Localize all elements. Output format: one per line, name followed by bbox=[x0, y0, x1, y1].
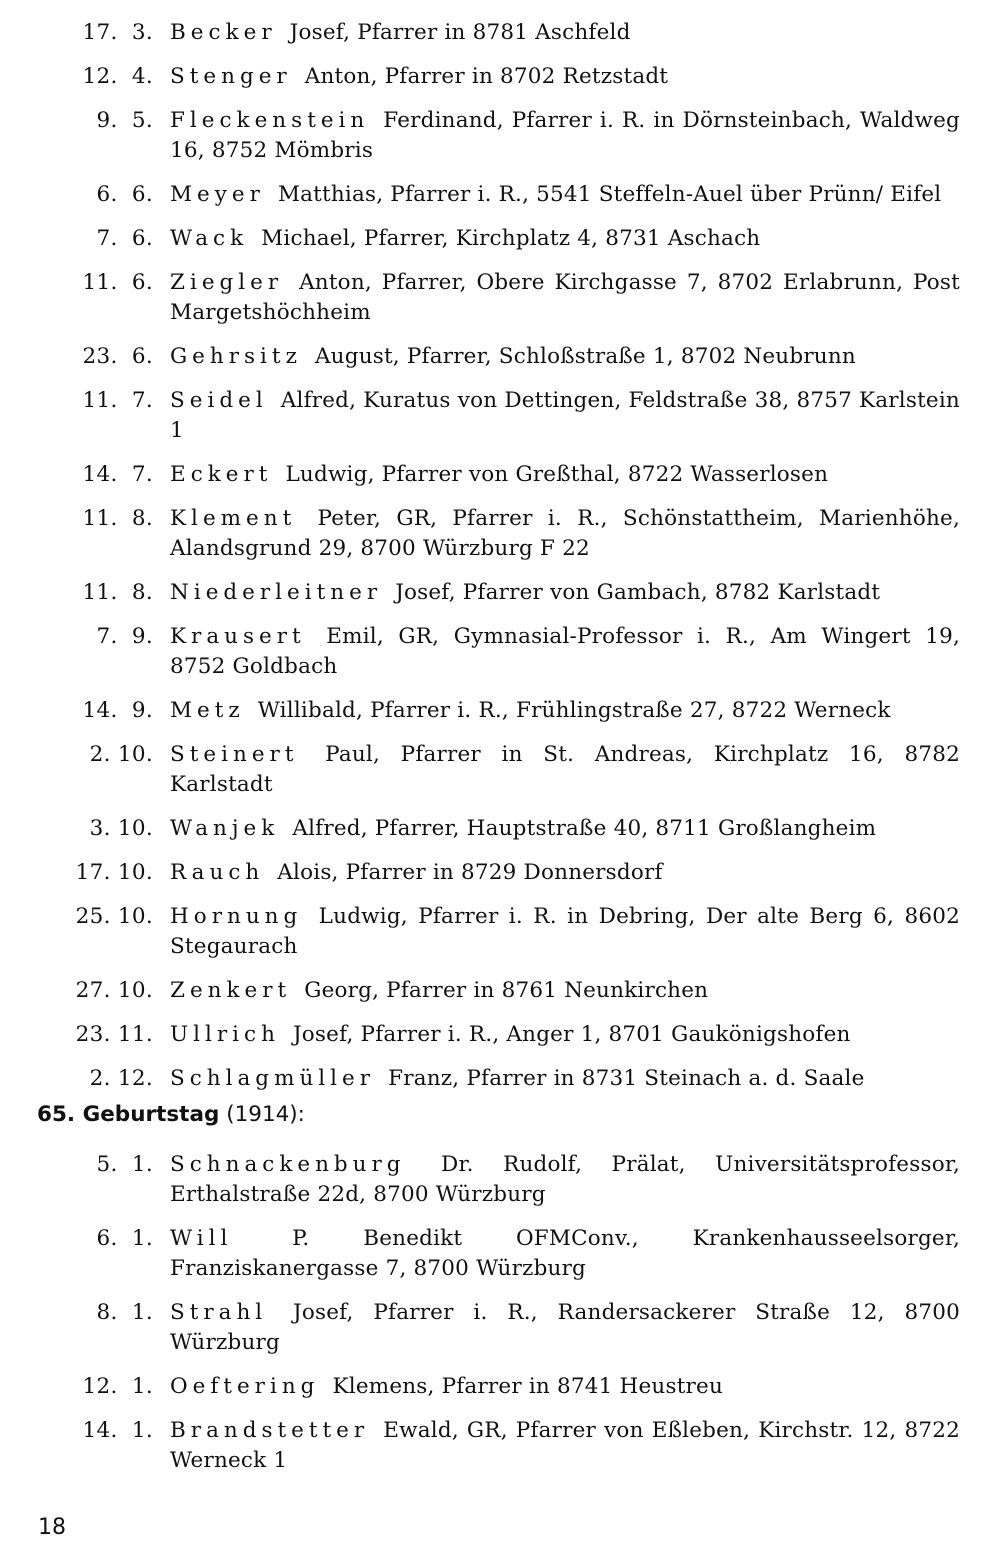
entry-date: 14. 7. bbox=[82, 462, 153, 487]
birthday-list-top bbox=[0, 18, 1000, 1108]
entry-details: P. Benedikt OFMConv., Krankenhausseelsorger, Franziskanergasse 7, 8700 Würzburg bbox=[170, 1226, 960, 1281]
entry-name: Gehrsitz bbox=[170, 344, 302, 369]
entry-name: Stenger bbox=[170, 64, 292, 89]
entry-date: 6. 6. bbox=[96, 182, 153, 207]
entry-text bbox=[170, 224, 960, 254]
entry-details: Josef, Pfarrer von Gambach, 8782 Karlstadt bbox=[395, 580, 881, 605]
entry-name: Brandstetter bbox=[170, 1418, 370, 1443]
entry-text bbox=[170, 622, 960, 682]
list-item bbox=[0, 504, 1000, 564]
entry-date: 12. 1. bbox=[82, 1374, 153, 1399]
list-item bbox=[0, 386, 1000, 446]
entry-name: Zenkert bbox=[170, 978, 292, 1003]
entry-date: 25. 10. bbox=[75, 904, 153, 929]
entry-date: 3. 10. bbox=[89, 816, 153, 841]
entry-name: Ullrich bbox=[170, 1022, 280, 1047]
entry-date: 7. 9. bbox=[96, 624, 153, 649]
entry-details: Josef, Pfarrer i. R., Randersackerer Straße 12, 8700 Würzburg bbox=[170, 1300, 960, 1355]
entry-name: Metz bbox=[170, 698, 245, 723]
entry-date: 27. 10. bbox=[75, 978, 153, 1003]
entry-date: 17. 10. bbox=[75, 860, 153, 885]
entry-text bbox=[170, 1372, 960, 1402]
entry-details: Paul, Pfarrer in St. Andreas, Kirchplatz 16, 8782 Karlstadt bbox=[170, 742, 961, 797]
entry-name: Klement bbox=[170, 506, 297, 531]
entry-date: 11. 7. bbox=[82, 388, 153, 413]
entry-details: Anton, Pfarrer in 8702 Retzstadt bbox=[304, 64, 669, 89]
entry-text bbox=[170, 1416, 960, 1476]
entry-date: 23. 6. bbox=[82, 344, 153, 369]
entry-name: Will bbox=[170, 1226, 233, 1251]
entry-name: Wack bbox=[170, 226, 249, 251]
entry-date: 17. 3. bbox=[82, 20, 153, 45]
entry-text bbox=[170, 62, 960, 92]
entry-text bbox=[170, 902, 960, 962]
list-item bbox=[0, 342, 1000, 372]
entry-details: Josef, Pfarrer in 8781 Aschfeld bbox=[289, 20, 631, 45]
entry-name: Ziegler bbox=[170, 270, 284, 295]
entry-text bbox=[170, 858, 960, 888]
entry-details: Alfred, Pfarrer, Hauptstraße 40, 8711 Großlangheim bbox=[292, 816, 877, 841]
entry-details: Michael, Pfarrer, Kirchplatz 4, 8731 Aschach bbox=[261, 226, 761, 251]
list-item bbox=[0, 696, 1000, 726]
entry-date: 8. 1. bbox=[96, 1300, 153, 1325]
list-item bbox=[0, 1064, 1000, 1094]
entry-details: Josef, Pfarrer i. R., Anger 1, 8701 Gaukönigshofen bbox=[292, 1022, 851, 1047]
entry-details: Willibald, Pfarrer i. R., Frühlingstraße 27, 8722 Werneck bbox=[257, 698, 891, 723]
entry-text bbox=[170, 1298, 960, 1358]
entry-date: 7. 6. bbox=[96, 226, 153, 251]
entry-details: Franz, Pfarrer in 8731 Steinach a. d. Saale bbox=[388, 1066, 865, 1091]
entry-details: Alfred, Kuratus von Dettingen, Feldstraße 38, 8757 Karlstein 1 bbox=[170, 388, 960, 443]
section-heading-bold: 65. Geburtstag bbox=[37, 1102, 220, 1127]
entry-text bbox=[170, 386, 960, 446]
entry-text bbox=[170, 1064, 960, 1094]
entry-name: Schnackenburg bbox=[170, 1152, 406, 1177]
section-heading bbox=[37, 1100, 305, 1130]
list-item bbox=[0, 268, 1000, 328]
entry-date: 14. 9. bbox=[82, 698, 153, 723]
entry-details: Ewald, GR, Pfarrer von Eßleben, Kirchstr. 12, 8722 Werneck 1 bbox=[170, 1418, 960, 1473]
entry-date: 11. 8. bbox=[82, 580, 153, 605]
list-item bbox=[0, 578, 1000, 608]
entry-name: Fleckenstein bbox=[170, 108, 370, 133]
list-item bbox=[0, 106, 1000, 166]
entry-date: 2. 12. bbox=[89, 1066, 153, 1091]
entry-name: Niederleitner bbox=[170, 580, 383, 605]
entry-details: Matthias, Pfarrer i. R., 5541 Steffeln-Auel über Prünn/ Eifel bbox=[277, 182, 942, 207]
entry-name: Meyer bbox=[170, 182, 265, 207]
entry-text bbox=[170, 342, 960, 372]
entry-name: Becker bbox=[170, 20, 277, 45]
entry-text bbox=[170, 696, 960, 726]
list-item bbox=[0, 1150, 1000, 1210]
list-item bbox=[0, 740, 1000, 800]
entry-text bbox=[170, 814, 960, 844]
entry-date: 2. 10. bbox=[89, 742, 153, 767]
list-item bbox=[0, 180, 1000, 210]
list-item bbox=[0, 460, 1000, 490]
list-item bbox=[0, 814, 1000, 844]
entry-name: Seidel bbox=[170, 388, 268, 413]
entry-date: 5. 1. bbox=[96, 1152, 153, 1177]
entry-date: 6. 1. bbox=[96, 1226, 153, 1251]
entry-name: Rauch bbox=[170, 860, 265, 885]
entry-details: Dr. Rudolf, Prälat, Universitätsprofessor, Erthalstraße 22d, 8700 Würzburg bbox=[170, 1152, 960, 1207]
entry-text bbox=[170, 18, 960, 48]
entry-name: Oeftering bbox=[170, 1374, 320, 1399]
entry-text bbox=[170, 180, 960, 210]
list-item bbox=[0, 1416, 1000, 1476]
list-item bbox=[0, 902, 1000, 962]
entry-name: Eckert bbox=[170, 462, 273, 487]
list-item bbox=[0, 224, 1000, 254]
entry-text bbox=[170, 740, 960, 800]
list-item bbox=[0, 1224, 1000, 1284]
list-item bbox=[0, 1372, 1000, 1402]
entry-date: 9. 5. bbox=[96, 108, 153, 133]
entry-name: Krausert bbox=[170, 624, 306, 649]
list-item bbox=[0, 1020, 1000, 1050]
entry-details: Anton, Pfarrer, Obere Kirchgasse 7, 8702 Erlabrunn, Post Margetshöchheim bbox=[170, 270, 960, 325]
list-item bbox=[0, 62, 1000, 92]
entry-name: Schlagmüller bbox=[170, 1066, 376, 1091]
page-number: 18 bbox=[38, 1515, 66, 1540]
entry-date: 11. 8. bbox=[82, 506, 153, 531]
entry-details: Alois, Pfarrer in 8729 Donnersdorf bbox=[277, 860, 663, 885]
list-item bbox=[0, 858, 1000, 888]
section-heading-rest: (1914): bbox=[219, 1102, 305, 1127]
entry-details: Klemens, Pfarrer in 8741 Heustreu bbox=[332, 1374, 723, 1399]
entry-date: 23. 11. bbox=[75, 1022, 153, 1047]
entry-text bbox=[170, 1224, 960, 1284]
entry-text bbox=[170, 1020, 960, 1050]
entry-name: Hornung bbox=[170, 904, 303, 929]
birthday-list-bottom bbox=[0, 1150, 1000, 1490]
entry-details: Ludwig, Pfarrer i. R. in Debring, Der alte Berg 6, 8602 Stegaurach bbox=[170, 904, 960, 959]
entry-text bbox=[170, 106, 960, 166]
entry-text bbox=[170, 268, 960, 328]
list-item bbox=[0, 976, 1000, 1006]
entry-name: Strahl bbox=[170, 1300, 268, 1325]
entry-details: Ludwig, Pfarrer von Greßthal, 8722 Wasserlosen bbox=[285, 462, 829, 487]
entry-date: 12. 4. bbox=[82, 64, 153, 89]
entry-details: Peter, GR, Pfarrer i. R., Schönstattheim, Marienhöhe, Alandsgrund 29, 8700 Würzburg F 22 bbox=[170, 506, 960, 561]
list-item bbox=[0, 1298, 1000, 1358]
entry-details: Ferdinand, Pfarrer i. R. in Dörnsteinbach, Waldweg 16, 8752 Mömbris bbox=[170, 108, 960, 163]
entry-text bbox=[170, 976, 960, 1006]
entry-text bbox=[170, 460, 960, 490]
entry-text bbox=[170, 1150, 960, 1210]
entry-text bbox=[170, 504, 960, 564]
entry-date: 11. 6. bbox=[82, 270, 153, 295]
list-item bbox=[0, 622, 1000, 682]
entry-details: Emil, GR, Gymnasial-Professor i. R., Am Wingert 19, 8752 Goldbach bbox=[170, 624, 960, 679]
entry-name: Steinert bbox=[170, 742, 299, 767]
entry-text bbox=[170, 578, 960, 608]
entry-date: 14. 1. bbox=[82, 1418, 153, 1443]
entry-name: Wanjek bbox=[170, 816, 280, 841]
entry-details: Georg, Pfarrer in 8761 Neunkirchen bbox=[304, 978, 709, 1003]
entry-details: August, Pfarrer, Schloßstraße 1, 8702 Neubrunn bbox=[314, 344, 856, 369]
list-item bbox=[0, 18, 1000, 48]
